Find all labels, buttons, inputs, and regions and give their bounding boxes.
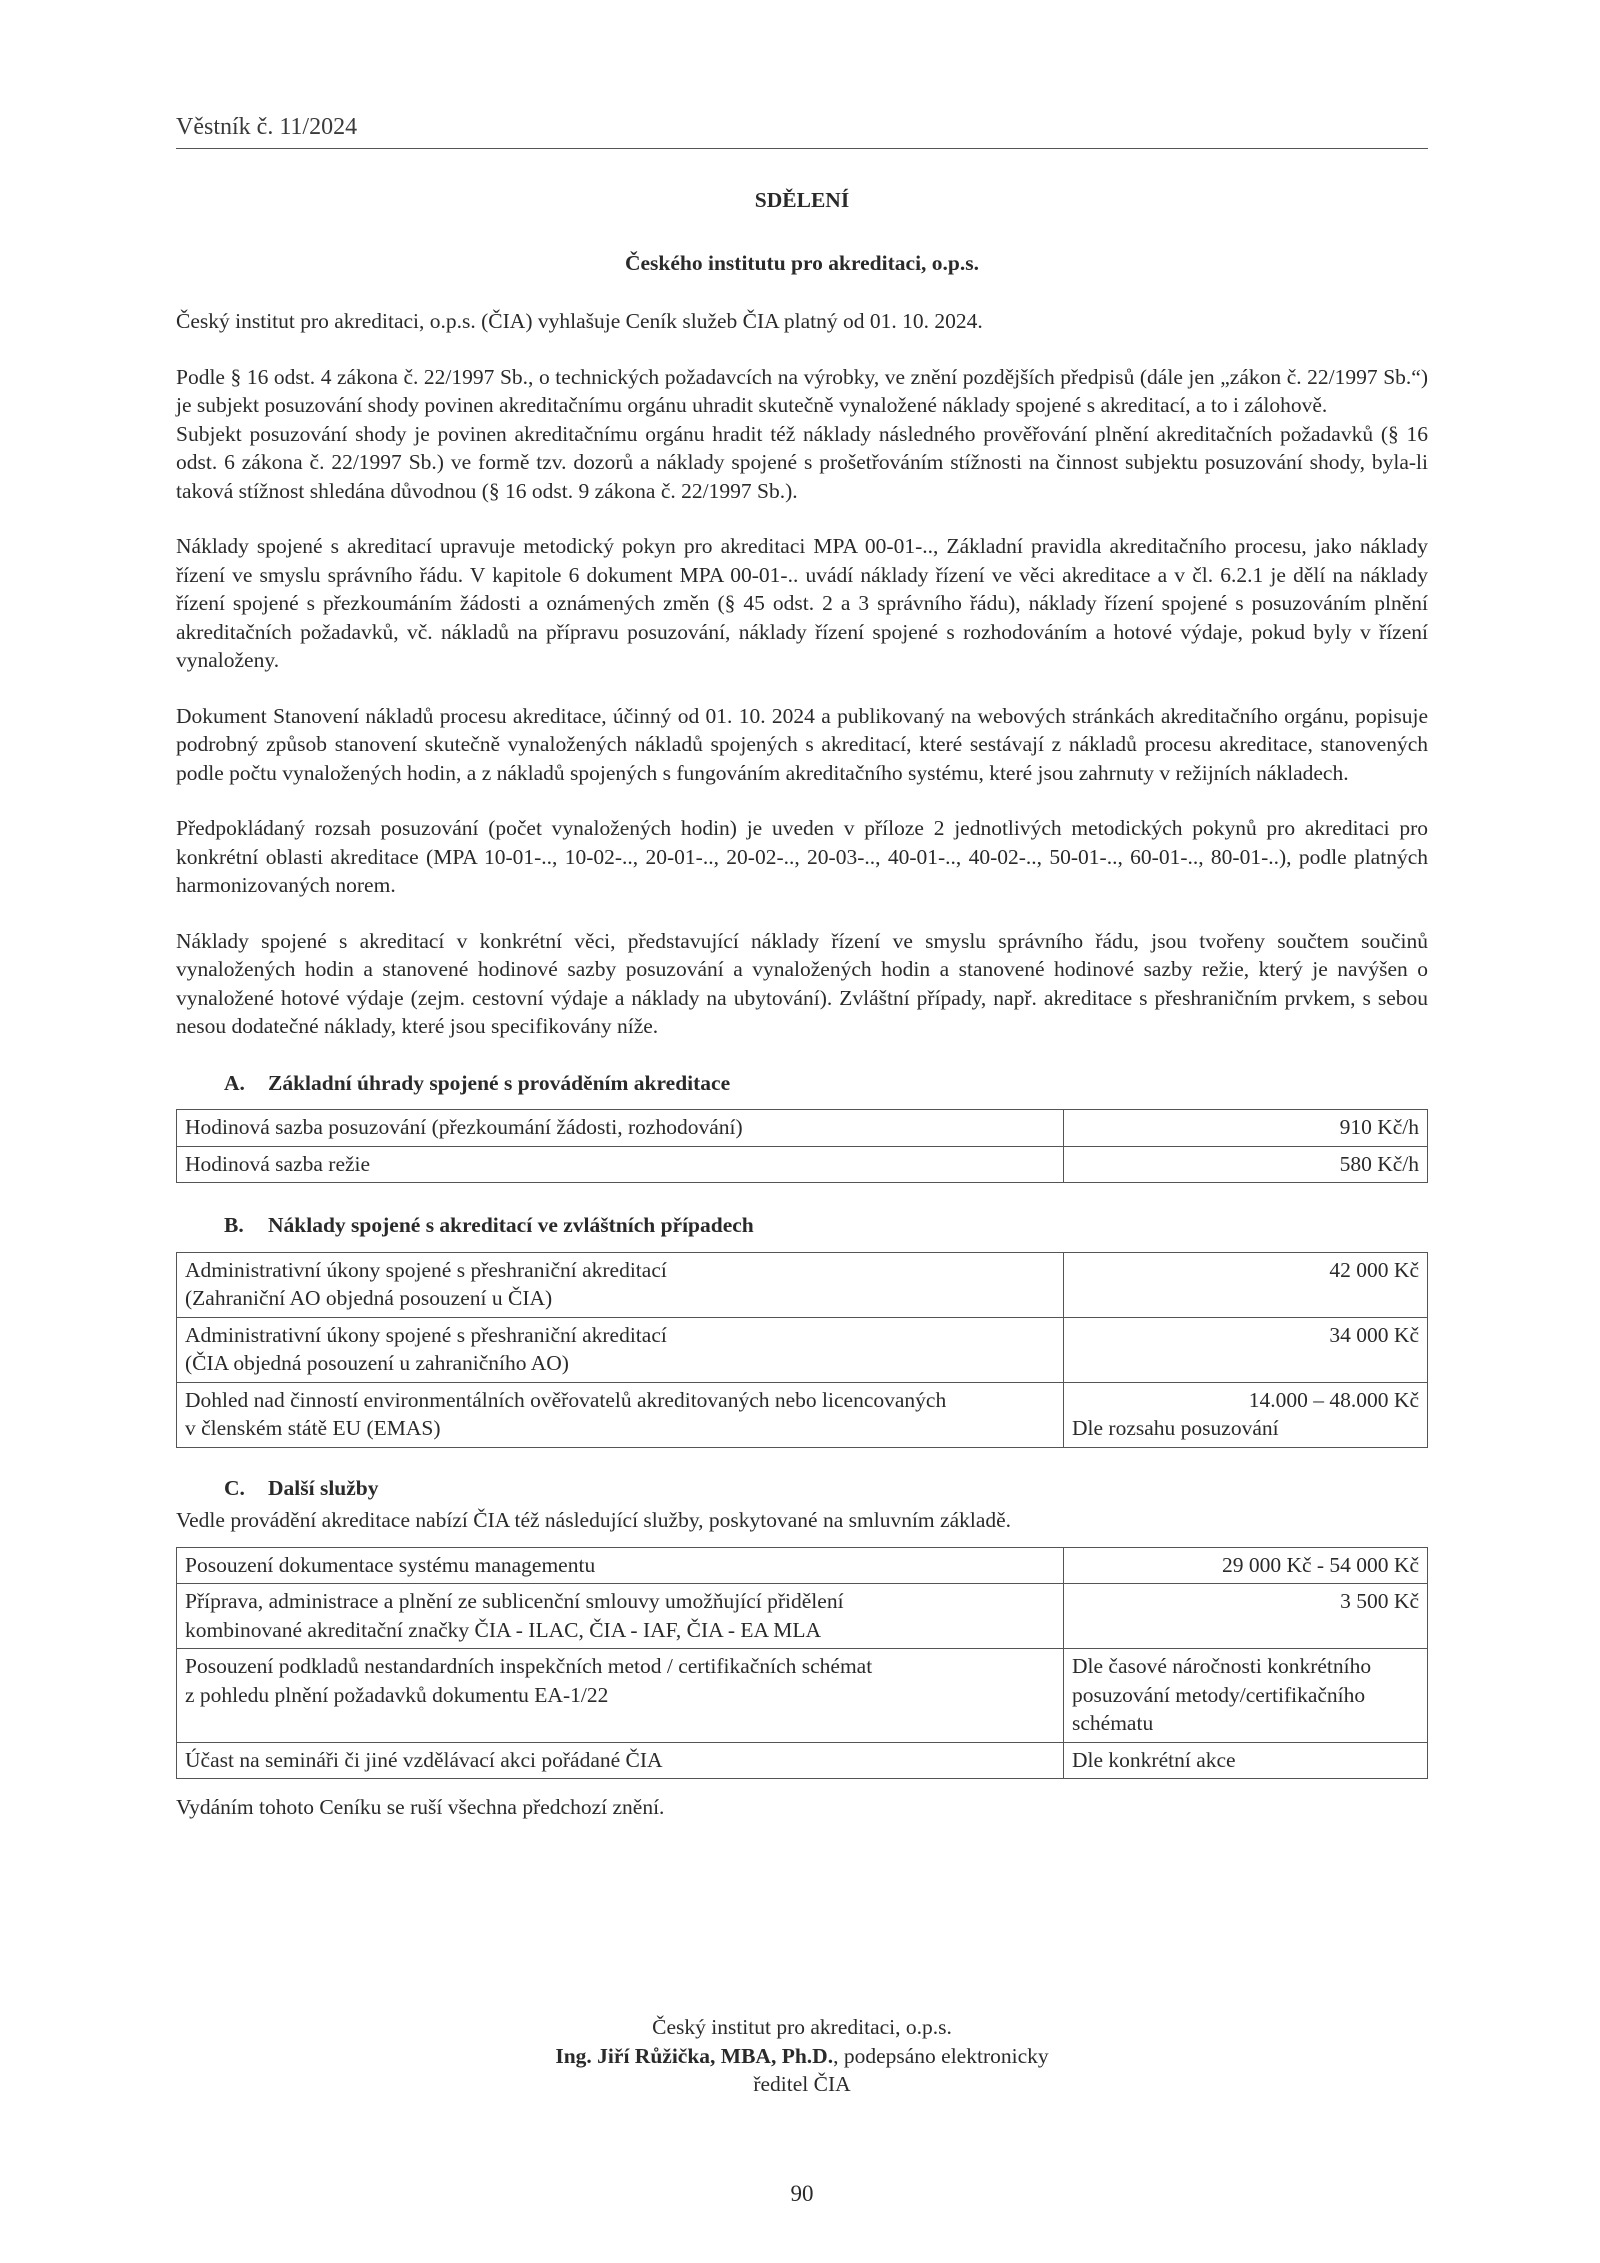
cell-line: 14.000 – 48.000 Kč xyxy=(1248,1387,1419,1412)
document-body xyxy=(176,186,1428,1822)
paragraph-scope: Předpokládaný rozsah posuzování (počet vynaložených hodin) je uveden v příloze 2 jednotlivých metodických pokynů pro akreditaci pro konkrétní oblasti akreditace (MPA 10-01-.., 10-02-.., 20-01-.., 20-02-.., 20-03-.., 40-01-.., 40-02-.., 50-01-.., 60-01-.., 80-01-..), podle platných harmonizovaných norem. xyxy=(176,816,1428,897)
signature-org: Český institut pro akreditaci, o.p.s. xyxy=(652,2015,952,2039)
section-b-heading xyxy=(224,1211,1428,1240)
table-row xyxy=(177,1317,1428,1382)
table-cell-label: Hodinová sazba režie xyxy=(177,1146,1064,1183)
section-a-title: Základní úhrady spojené s prováděním akreditace xyxy=(268,1070,731,1095)
signature-note: , podepsáno elektronicky xyxy=(833,2043,1049,2068)
paragraph-specific-costs: Náklady spojené s akreditací v konkrétní věci, představující náklady řízení ve smyslu správního řádu, jsou tvořeny součtem součinů vynaložených hodin a stanovené hodinové sazby posuzování a vynaložených hodin a stanovené hodinové sazby režie, který je navýšen o vynaložené hotové výdaje (zejm. cestovní výdaje a náklady na ubytování). Zvláštní případy, např. akreditace s přeshraničním prvkem, s sebou nesou dodatečné náklady, které jsou specifikovány níže. xyxy=(176,928,1428,1038)
table-row xyxy=(177,1110,1428,1147)
cell-line: Posouzení dokumentace systému managementu xyxy=(185,1552,596,1577)
section-a-letter: A. xyxy=(224,1070,245,1095)
paragraph-costs: Náklady spojené s akreditací upravuje metodický pokyn pro akreditaci MPA 00-01-.., Základní pravidla akreditačního procesu, jako náklady řízení ve smyslu správního řádu. V kapitole 6 dokument MPA 00-01-.. uvádí náklady řízení ve věci akreditace a v čl. 6.2.1 je dělí na náklady řízení spojené s přezkoumáním žádosti a oznámených změn (§ 45 odst. 2 a 3 správního řádu), náklady řízení spojené s posuzováním plnění akreditačních požadavků, vč. nákladů na přípravu posuzování, náklady řízení spojené s rozhodováním a hotové výdaje, pokud byly v řízení vynaloženy. xyxy=(176,534,1428,672)
table-row xyxy=(177,1252,1428,1317)
table-cell-label xyxy=(177,1252,1064,1317)
cell-line: Posouzení podkladů nestandardních inspekčních metod / certifikačních schémat xyxy=(185,1654,873,1678)
paragraph-intro: Český institut pro akreditaci, o.p.s. (ČIA) vyhlašuje Ceník služeb ČIA platný od 01. 10. 2024. xyxy=(176,309,983,333)
table-cell-label xyxy=(177,1317,1064,1382)
section-b-table xyxy=(176,1252,1428,1448)
table-cell-value xyxy=(1064,1317,1428,1382)
paragraph-law: Podle § 16 odst. 4 zákona č. 22/1997 Sb., o technických požadavcích na výrobky, ve znění pozdějších předpisů (dále jen „zákon č. 22/1997 Sb.“) je subjekt posuzování shody povinen akreditačnímu orgánu uhradit skutečně vynaložené náklady spojené s akreditací, a to i zálohově. xyxy=(176,364,1428,417)
cell-line: Příprava, administrace a plnění ze sublicenční smlouvy umožňující přidělení xyxy=(185,1589,844,1613)
cell-line: Administrativní úkony spojené s přeshraniční akreditací xyxy=(185,1257,667,1282)
cell-line: (ČIA objedná posouzení u zahraničního AO) xyxy=(185,1351,569,1375)
document-subtitle: Českého institutu pro akreditaci, o.p.s. xyxy=(624,250,979,275)
table-row xyxy=(177,1742,1428,1779)
cell-line: (Zahraniční AO objedná posouzení u ČIA) xyxy=(185,1286,553,1310)
table-cell-label: Hodinová sazba posuzování (přezkoumání žádosti, rozhodování) xyxy=(177,1110,1064,1147)
header-rule xyxy=(176,148,1428,149)
signature-role: ředitel ČIA xyxy=(753,2072,851,2096)
table-cell-value: 29 000 Kč - 54 000 Kč xyxy=(1064,1547,1428,1584)
section-a-table xyxy=(176,1109,1428,1183)
table-cell-value: Dle konkrétní akce xyxy=(1064,1742,1428,1779)
signature-line xyxy=(176,2042,1428,2071)
table-cell-value: Dle časové náročnosti konkrétního posuzování metody/certifikačního schématu xyxy=(1064,1649,1428,1743)
section-c-intro: Vedle provádění akreditace nabízí ČIA též následující služby, poskytované na smluvním základě. xyxy=(176,1508,1012,1532)
paragraph-obligation: Subjekt posuzování shody je povinen akreditačnímu orgánu hradit též náklady následného prověřování plnění akreditačních požadavků (§ 16 odst. 6 zákona č. 22/1997 Sb.) ve formě tzv. dozorů a náklady spojené s prošetřováním stížnosti na činnost subjektu posuzování shody, byla-li taková stížnost shledána důvodnou (§ 16 odst. 9 zákona č. 22/1997 Sb.). xyxy=(176,421,1428,503)
section-c-heading xyxy=(224,1474,1428,1503)
table-row xyxy=(177,1584,1428,1649)
table-row xyxy=(177,1547,1428,1584)
table-row xyxy=(177,1649,1428,1743)
section-c-title: Další služby xyxy=(268,1475,379,1500)
table-cell-value: 910 Kč/h xyxy=(1064,1110,1428,1147)
page-number: 90 xyxy=(790,2181,814,2206)
section-c-table xyxy=(176,1547,1428,1780)
journal-title: Věstník č. 11/2024 xyxy=(176,114,358,140)
cell-line: 34 000 Kč xyxy=(1329,1322,1419,1347)
table-cell-value xyxy=(1064,1382,1428,1447)
table-cell-value xyxy=(1064,1252,1428,1317)
cell-line: 42 000 Kč xyxy=(1329,1257,1419,1282)
signature-block xyxy=(176,2013,1428,2099)
cell-line: v členském státě EU (EMAS) xyxy=(185,1416,441,1440)
section-a-heading xyxy=(224,1069,1428,1098)
table-cell-value: 3 500 Kč xyxy=(1064,1584,1428,1649)
document-title: SDĚLENÍ xyxy=(754,188,850,212)
closing-note: Vydáním tohoto Ceníku se ruší všechna předchozí znění. xyxy=(176,1795,665,1819)
paragraph-document: Dokument Stanovení nákladů procesu akreditace, účinný od 01. 10. 2024 a publikovaný na webových stránkách akreditačního orgánu, popisuje podrobný způsob stanovení skutečně vynaložených nákladů spojených s akreditací, které sestávají z nákladů procesu akreditace, stanovených podle počtu vynaložených hodin, a z nákladů spojených s fungováním akreditačního systému, které jsou zahrnuty v režijních nákladech. xyxy=(176,703,1428,785)
table-cell-label xyxy=(177,1584,1064,1649)
table-cell-label xyxy=(177,1382,1064,1447)
signature-name: Ing. Jiří Růžička, MBA, Ph.D. xyxy=(555,2043,834,2068)
table-cell-label xyxy=(177,1742,1064,1779)
table-cell-value: 580 Kč/h xyxy=(1064,1146,1428,1183)
cell-line: kombinované akreditační značky ČIA - ILAC, ČIA - IAF, ČIA - EA MLA xyxy=(185,1617,821,1642)
cell-line: Účast na semináři či jiné vzdělávací akci pořádané ČIA xyxy=(185,1747,663,1772)
section-b-title: Náklady spojené s akreditací ve zvláštních případech xyxy=(268,1213,754,1237)
cell-line: Administrativní úkony spojené s přeshraniční akreditací xyxy=(185,1322,667,1347)
table-row xyxy=(177,1146,1428,1183)
table-cell-label xyxy=(177,1649,1064,1743)
cell-line: Dle rozsahu posuzování xyxy=(1072,1416,1279,1440)
cell-line: z pohledu plnění požadavků dokumentu EA-1/22 xyxy=(185,1682,609,1707)
page-header xyxy=(176,113,1428,149)
section-b-letter: B. xyxy=(224,1213,244,1237)
table-row xyxy=(177,1382,1428,1447)
table-cell-label xyxy=(177,1547,1064,1584)
section-c-letter: C. xyxy=(224,1475,245,1500)
cell-line: Dohled nad činností environmentálních ověřovatelů akreditovaných nebo licencovaných xyxy=(185,1387,947,1412)
